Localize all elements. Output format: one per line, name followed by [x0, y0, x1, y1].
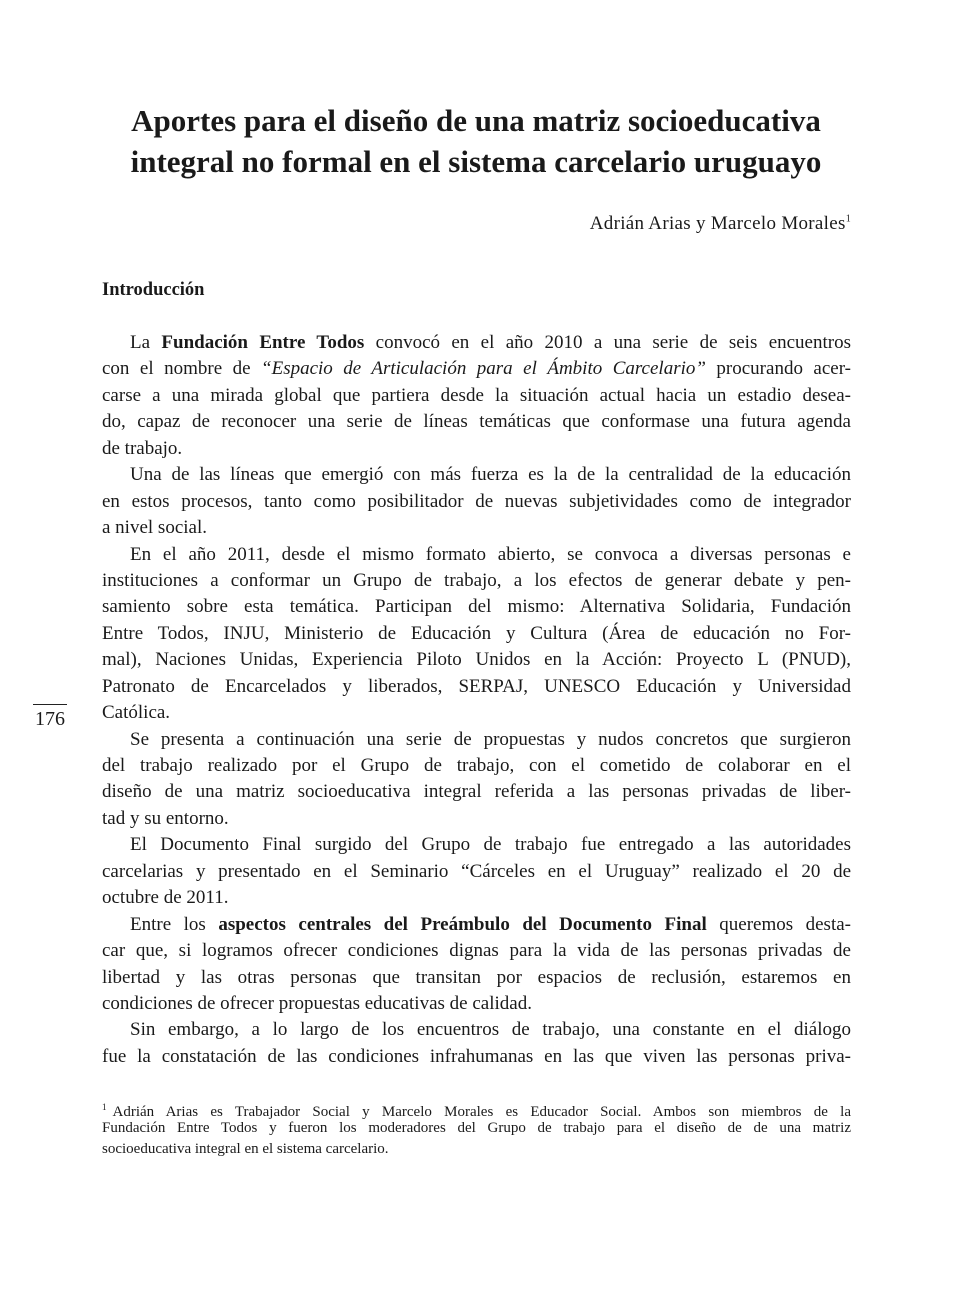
paragraph	[102, 330, 851, 462]
text-segment: samiento sobre esta temática. Participan del mismo: Alternativa Solidaria, Fundación	[102, 596, 851, 618]
text-line	[102, 859, 851, 885]
bold-text: aspectos centrales del Preámbulo del Documento Final	[218, 913, 707, 935]
footnote-text: Adrián Arias es Trabajador Social y Marcelo Morales es Educador Social. Ambos son miembros de la	[112, 1104, 851, 1120]
text-segment: libertad y las otras personas que transitan por espacios de reclusión, estaremos en	[102, 966, 851, 988]
text-line	[102, 991, 851, 1017]
body-text	[102, 330, 851, 1070]
footnote-line	[102, 1139, 851, 1160]
text-line	[102, 727, 851, 753]
text-line	[102, 1017, 851, 1043]
text-line	[102, 647, 851, 673]
text-segment: En el año 2011, desde el mismo formato abierto, se convoca a diversas personas e	[130, 543, 851, 565]
text-line	[102, 356, 851, 382]
footnote-number: 1	[102, 1102, 107, 1112]
text-segment: condiciones de ofrecer propuestas educativas de calidad.	[102, 992, 532, 1014]
footnote-mark: 1	[845, 213, 851, 225]
text-segment: carse a una mirada global que partiera desde la situación actual hacia un estadio desea-	[102, 384, 851, 406]
text-segment: Una de las líneas que emergió con más fuerza es la de la centralidad de la educación	[130, 464, 851, 486]
text-segment: del trabajo realizado por el Grupo de trabajo, con el cometido de colaborar en el	[102, 755, 851, 776]
text-line	[102, 938, 851, 964]
text-line	[102, 779, 851, 805]
text-line	[102, 674, 851, 700]
text-segment: tad y su entorno.	[102, 807, 229, 829]
title-line: integral no formal en el sistema carcelario uruguayo	[130, 144, 822, 179]
text-segment: do, capaz de reconocer una serie de líneas temáticas que conformase una futura agenda	[102, 411, 851, 433]
text-segment: carcelarias y presentado en el Seminario “Cárceles en el Uruguay” realizado el 20 de	[102, 860, 851, 882]
text-segment: convocó en el año 2010 a una serie de seis encuentros	[364, 332, 851, 353]
text-line	[102, 568, 851, 594]
footnote-line	[102, 1118, 851, 1139]
text-line	[102, 542, 851, 568]
text-line	[102, 912, 851, 938]
text-segment: en estos procesos, tanto como posibilitador de nuevas subjetividades como de integrador	[102, 490, 851, 512]
text-segment: de trabajo.	[102, 437, 183, 459]
text-segment: Se presenta a continuación una serie de propuestas y nudos concretos que surgieron	[130, 728, 851, 750]
text-line	[102, 594, 851, 620]
text-line	[102, 753, 851, 779]
text-segment: instituciones a conformar un Grupo de trabajo, a los efectos de generar debate y pen-	[102, 569, 851, 591]
text-line	[102, 1044, 851, 1070]
text-line	[102, 700, 851, 726]
italic-text: “Espacio de Articulación para el Ámbito Carcelario”	[261, 358, 706, 380]
text-line	[102, 965, 851, 991]
paragraph	[102, 727, 851, 833]
text-segment: a nivel social.	[102, 517, 207, 539]
text-segment: mal), Naciones Unidas, Experiencia Piloto Unidos en la Acción: Proyecto L (PNUD),	[102, 649, 851, 671]
text-line	[102, 330, 851, 356]
text-segment: octubre de 2011.	[102, 887, 229, 909]
author-names: Adrián Arias y Marcelo Morales	[589, 213, 846, 234]
text-segment: Entre Todos, INJU, Ministerio de Educación y Cultura (Área de educación no For-	[102, 622, 851, 644]
paragraph	[102, 912, 851, 1018]
paragraph	[102, 462, 851, 541]
text-line	[102, 832, 851, 858]
text-segment: Católica.	[102, 702, 171, 724]
article-title	[60, 100, 892, 182]
text-line	[102, 621, 851, 647]
footnote-text: socioeducativa integral en el sistema carcelario.	[102, 1141, 389, 1157]
text-segment: La	[130, 332, 162, 353]
paragraph	[102, 1017, 851, 1070]
text-segment: El Documento Final surgido del Grupo de trabajo fue entregado a las autoridades	[130, 834, 851, 856]
text-segment: car que, si logramos ofrecer condiciones dignas para la vida de las personas privadas de	[102, 940, 851, 962]
footnote	[102, 1097, 851, 1160]
text-line	[102, 885, 851, 911]
paragraph	[102, 832, 851, 911]
text-line	[102, 383, 851, 409]
text-line	[102, 515, 851, 541]
text-line	[102, 489, 851, 515]
text-segment: Sin embargo, a lo largo de los encuentros de trabajo, una constante en el diálogo	[130, 1019, 851, 1041]
text-line	[102, 806, 851, 832]
footnote-text: Fundación Entre Todos y fueron los moderadores del Grupo de trabajo para el diseño de de una matriz	[102, 1120, 851, 1136]
text-segment: procurando acer-	[705, 358, 851, 380]
paragraph	[102, 542, 851, 727]
text-segment: con el nombre de	[102, 358, 262, 380]
section-heading: Introducción	[102, 280, 205, 300]
text-line	[102, 409, 851, 435]
text-line	[102, 462, 851, 488]
text-segment: queremos desta-	[706, 913, 851, 935]
text-segment: fue la constatación de las condiciones infrahumanas en las que viven las personas priva-	[102, 1045, 851, 1067]
text-segment: diseño de una matriz socioeducativa integral referida a las personas privadas de liber-	[102, 781, 851, 803]
authors	[590, 213, 851, 235]
text-segment: Patronato de Encarcelados y liberados, SERPAJ, UNESCO Educación y Universidad	[102, 675, 851, 697]
title-line: Aportes para el diseño de una matriz socioeducativa	[131, 103, 821, 138]
page-number: 176	[33, 704, 67, 731]
text-line	[102, 436, 851, 462]
text-segment: Entre los	[130, 913, 219, 935]
bold-text: Fundación Entre Todos	[161, 332, 365, 353]
footnote-line	[102, 1097, 851, 1118]
